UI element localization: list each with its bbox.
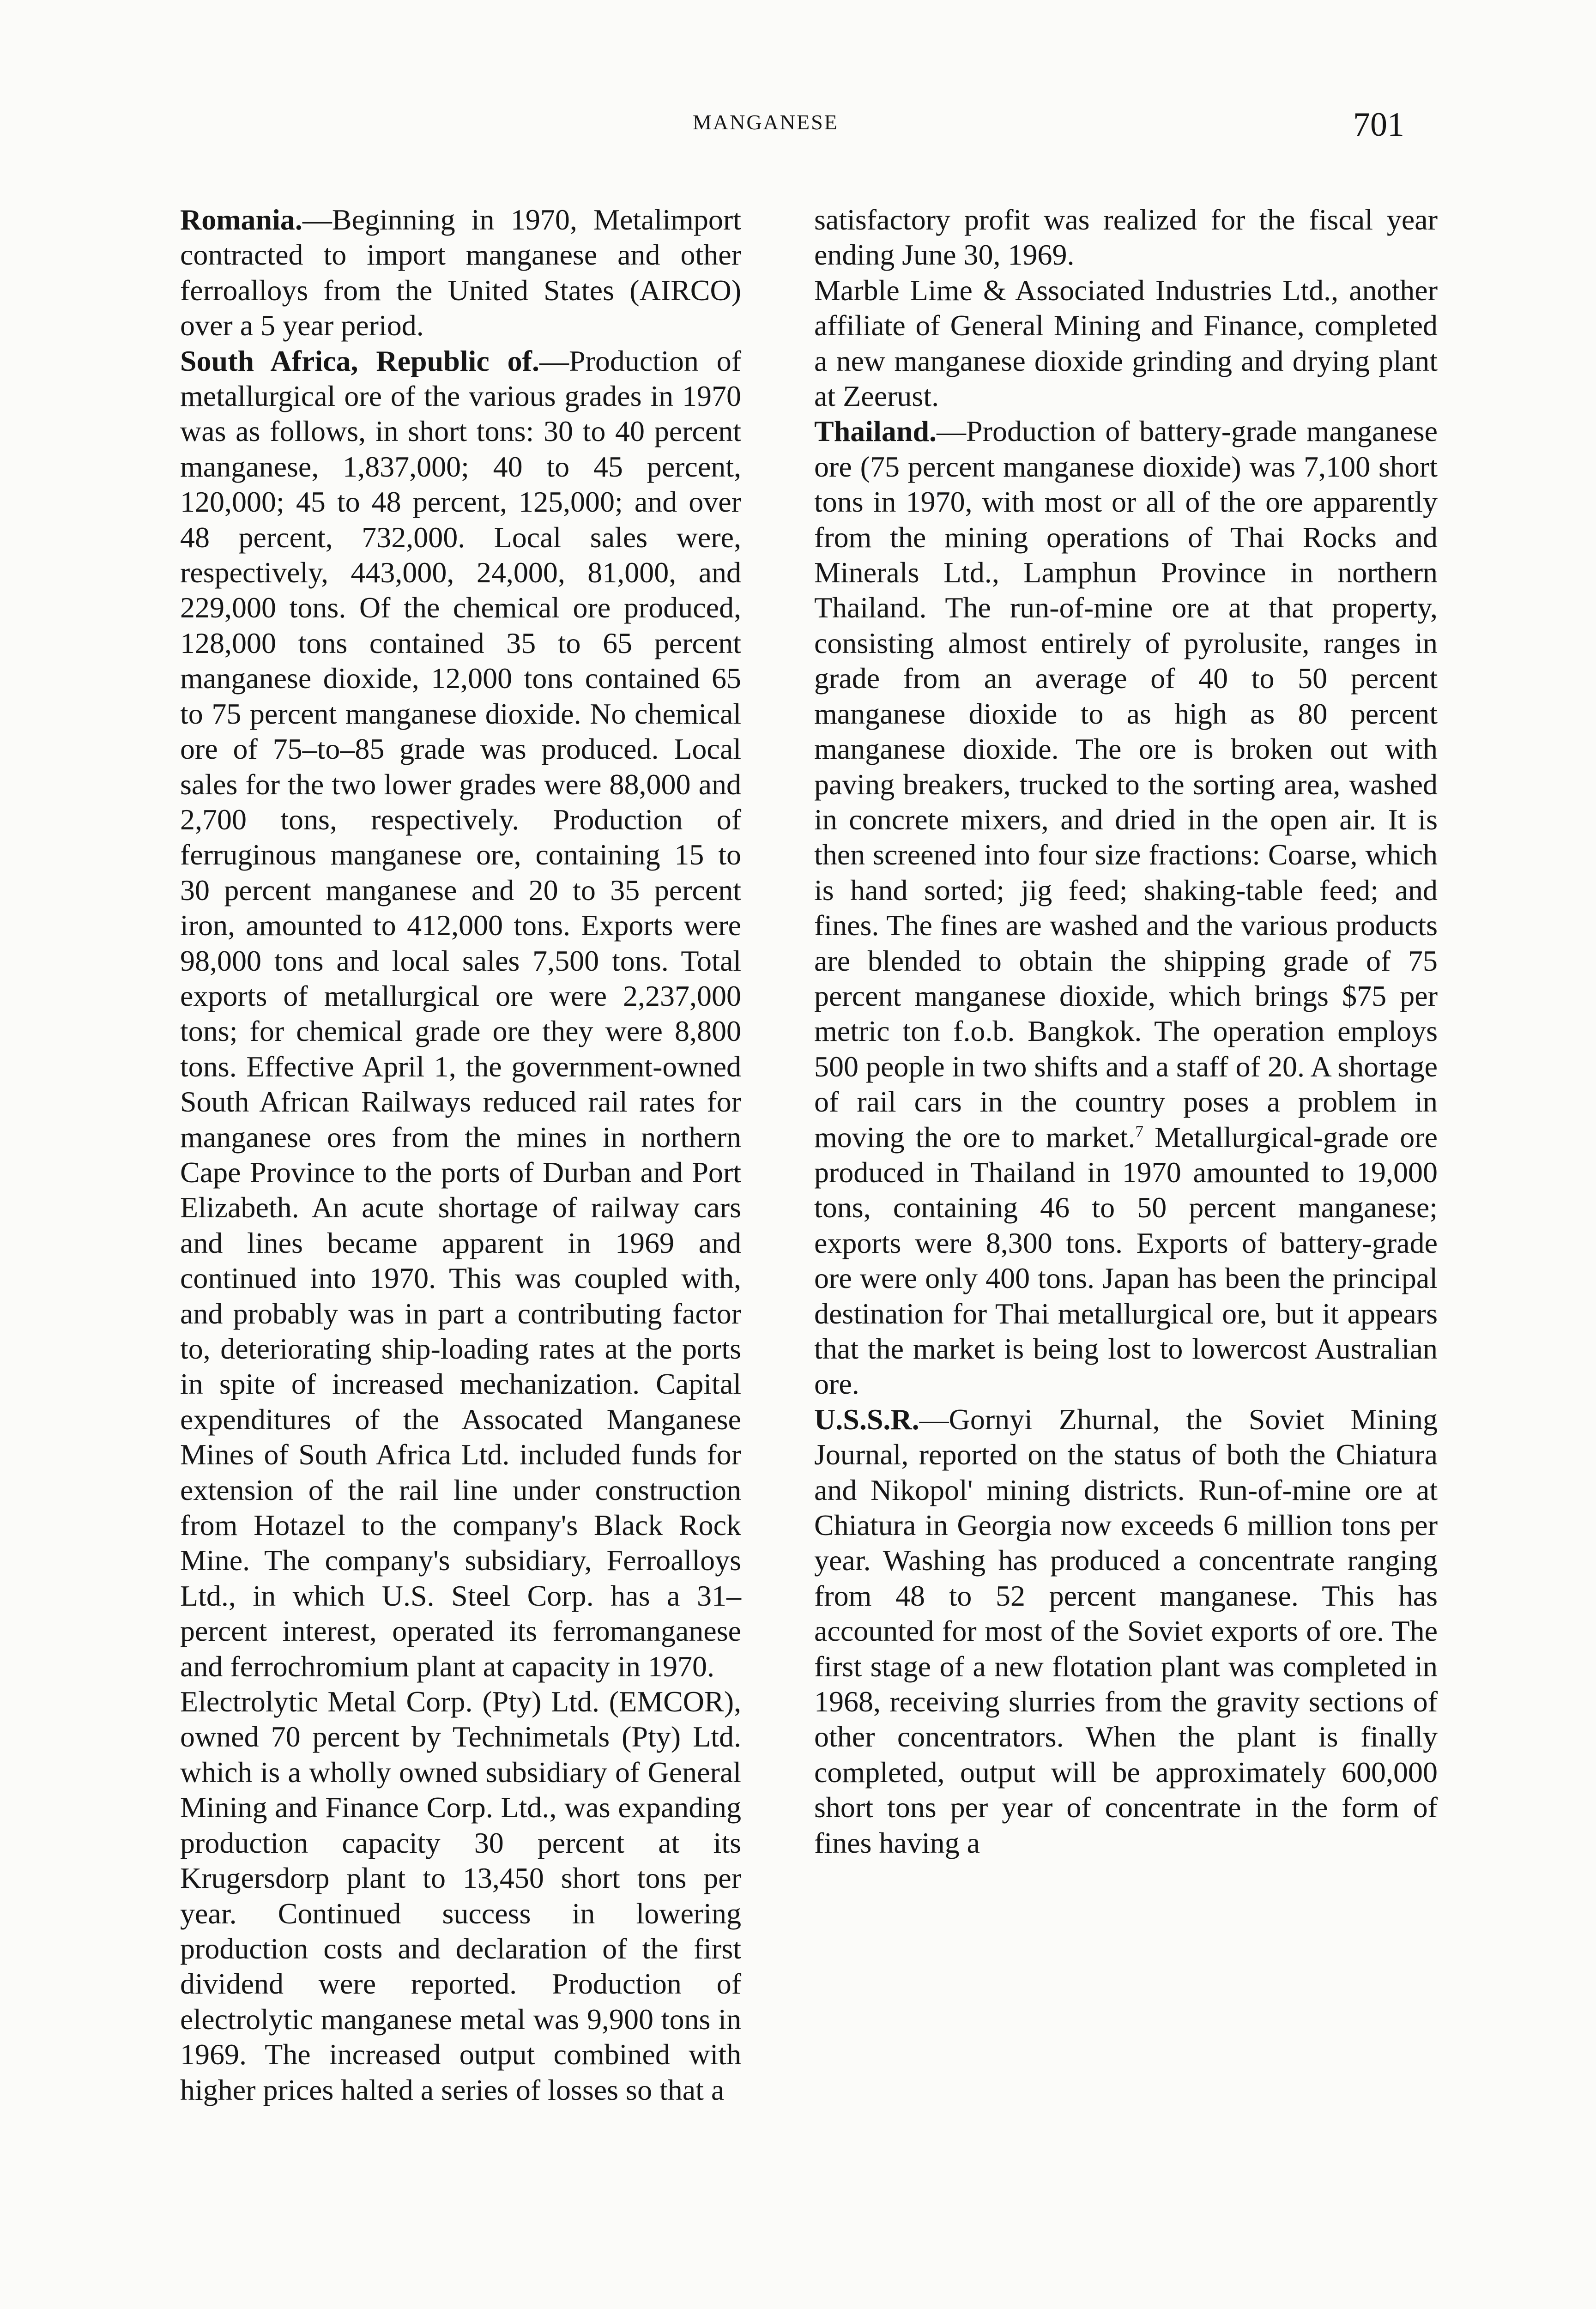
paragraph-marble-lime — [814, 273, 1438, 414]
left-column — [180, 202, 741, 2108]
running-head: MANGANESE — [693, 110, 839, 134]
paragraph-romania — [180, 202, 741, 344]
text-thailand-b: Metallurgical-grade ore produced in Thailand in 1970 amounted to 19,000 tons, containing 46 to 50 percent manganese; exports were 8,300 tons. Exports of battery-grade ore were only 400 tons. Japan has been the principal destination for Thai metallurgical ore, but it appears that the market is being lost to lowercost Australian ore. — [814, 1120, 1438, 1401]
text-romania: —Beginning in 1970, Metalimport contracted to import manganese and other ferroalloys from the United States (AIRCO) over a 5 year period. — [180, 203, 741, 342]
heading-ussr: U.S.S.R. — [814, 1402, 919, 1436]
text-south-africa: —Production of metallurgical ore of the various grades in 1970 was as follows, in short tons: 30 to 40 percent manganese, 1,837,000; 40 to 45 percent, 120,000; 45 to 48 percent, 125,000; and over 48 percent, 732,000. Local sales were, respectively, 443,000, 24,000, 81,000, and 229,000 tons. Of the chemical ore produced, 128,000 tons contained 35 to 65 percent manganese dioxide, 12,000 tons contained 65 to 75 percent manganese dioxide. No chemical ore of 75–to–85 grade was produced. Local sales for the two lower grades were 88,000 and 2,700 tons, respectively. Production of ferruginous manganese ore, containing 15 to 30 percent manganese and 20 to 35 percent iron, amounted to 412,000 tons. Exports were 98,000 tons and local sales 7,500 tons. Total exports of metallurgical ore were 2,237,000 tons; for chemical grade ore they were 8,800 tons. Effective April 1, the government-owned South African Railways reduced rail rates for manganese ores from the mines in northern Cape Province to the ports of Durban and Port Elizabeth. An acute shortage of railway cars and lines became apparent in 1969 and continued into 1970. This was coupled with, and probably was in part a contributing factor to, deteriorating ship-loading rates at the ports in spite of increased mechanization. Capital expenditures of the Assocated Manganese Mines of South Africa Ltd. included funds for extension of the rail line under construction from Hotazel to the company's Black Rock Mine. The company's subsidiary, Ferroalloys Ltd., in which U.S. Steel Corp. has a 31–percent interest, operated its ferromanganese and ferrochromium plant at capacity in 1970. — [180, 344, 741, 1683]
right-column — [814, 202, 1438, 1861]
text-ussr: —Gornyi Zhurnal, the Soviet Mining Journal, reported on the status of both the Chiatura and Nikopol' mining districts. Run-of-mine ore at Chiatura in Georgia now exceeds 6 million tons per year. Washing has produced a concentrate ranging from 48 to 52 percent manganese. This has accounted for most of the Soviet exports of ore. The first stage of a new flotation plant was completed in 1968, receiving slurries from the gravity sections of other concentrators. When the plant is finally completed, output will be approximately 600,000 short tons per year of concentrate in the form of fines having a — [814, 1402, 1438, 1859]
paragraph-thailand — [814, 414, 1438, 1402]
page-number: 701 — [1353, 106, 1404, 144]
paragraph-profit — [814, 202, 1438, 273]
footnote-reference: 7 — [1135, 1122, 1144, 1141]
paragraph-south-africa — [180, 344, 741, 1684]
heading-south-africa: South Africa, Republic of. — [180, 344, 539, 377]
heading-thailand: Thailand. — [814, 415, 937, 448]
text-marble-lime: Marble Lime & Associated Industries Ltd., another affiliate of General Mining and Finance, completed a new manganese dioxide grinding and drying plant at Zeerust. — [814, 273, 1438, 413]
heading-romania: Romania. — [180, 203, 302, 236]
paragraph-ussr — [814, 1402, 1438, 1861]
text-profit: satisfactory profit was realized for the fiscal year ending June 30, 1969. — [814, 203, 1438, 272]
paragraph-emcor — [180, 1684, 741, 2108]
text-emcor: Electrolytic Metal Corp. (Pty) Ltd. (EMCOR), owned 70 percent by Technimetals (Pty) Ltd. which is a wholly owned subsidiary of General Mining and Finance Corp. Ltd., was expanding production capacity 30 percent at its Krugersdorp plant to 13,450 short tons per year. Continued success in lowering production costs and declaration of the first dividend were reported. Production of electrolytic manganese metal was 9,900 tons in 1969. The increased output combined with higher prices halted a series of losses so that a — [180, 1685, 741, 2106]
text-thailand-a: —Production of battery-grade manganese ore (75 percent manganese dioxide) was 7,100 short tons in 1970, with most or all of the ore apparently from the mining operations of Thai Rocks and Minerals Ltd., Lamphun Province in northern Thailand. The run-of-mine ore at that property, consisting almost entirely of pyrolusite, ranges in grade from an average of 40 to 50 percent manganese dioxide to as high as 80 percent manganese dioxide. The ore is broken out with paving breakers, trucked to the sorting area, washed in concrete mixers, and dried in the open air. It is then screened into four size fractions: Coarse, which is hand sorted; jig feed; shaking-table feed; and fines. The fines are washed and the various products are blended to obtain the shipping grade of 75 percent manganese dioxide, which brings $75 per metric ton f.o.b. Bangkok. The operation employs 500 people in two shifts and a staff of 20. A shortage of rail cars in the country poses a problem in moving the ore to market. — [814, 415, 1438, 1154]
